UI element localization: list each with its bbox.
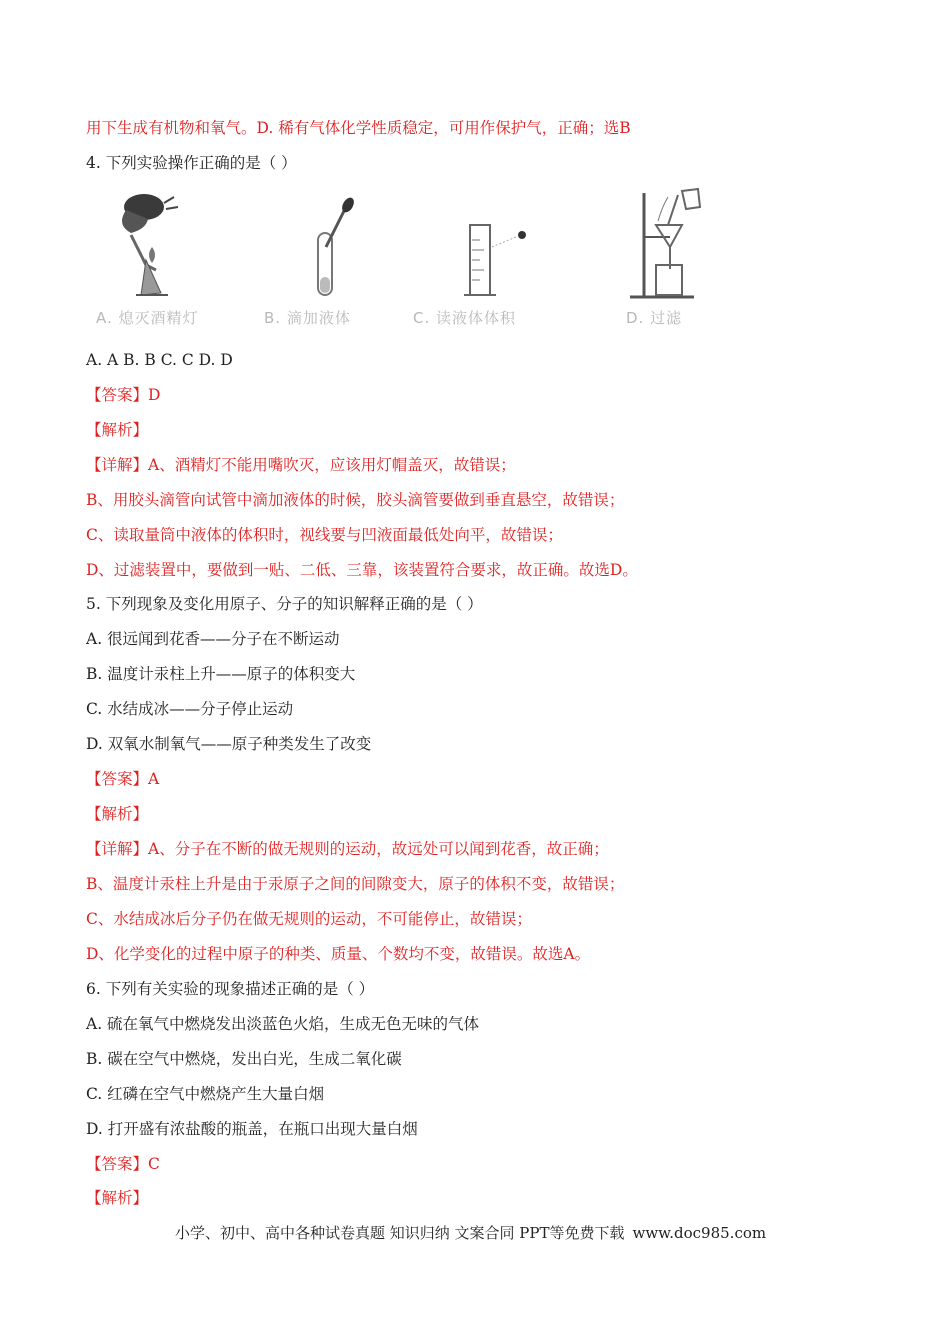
q5-option-c: C. 水结成冰——分子停止运动 xyxy=(86,700,294,718)
q5-option-a: A. 很远闻到花香——分子在不断运动 xyxy=(86,630,340,648)
q4-figure-row xyxy=(86,185,726,335)
footer-text: 小学、初中、高中各种试卷真题 知识归纳 文案合同 PPT等免费下载 xyxy=(175,1224,625,1242)
q4-detail-a: 【详解】A、酒精灯不能用嘴吹灭，应该用灯帽盖灭，故错误； xyxy=(86,456,516,474)
graduated-cylinder-image xyxy=(408,185,558,305)
q6-option-c: C. 红磷在空气中燃烧产生大量白烟 xyxy=(86,1085,325,1103)
filtration-setup-image xyxy=(586,185,736,305)
figure-b-caption: B. 滴加液体 xyxy=(264,309,351,327)
figure-d-caption: D. 过滤 xyxy=(626,309,683,327)
figure-d xyxy=(586,185,736,335)
q5-analysis-label: 【解析】 xyxy=(86,805,149,823)
q6-option-b: B. 碳在空气中燃烧，发出白光，生成二氧化碳 xyxy=(86,1050,402,1068)
q4-detail-d: D、过滤装置中，要做到一贴、二低、三靠，该装置符合要求，故正确。故选D。 xyxy=(86,561,638,579)
figure-b xyxy=(256,185,406,335)
q6-option-a: A. 硫在氧气中燃烧发出淡蓝色火焰，生成无色无味的气体 xyxy=(86,1015,480,1033)
figure-c xyxy=(408,185,558,335)
intro-line: 用下生成有机物和氧气。D. 稀有气体化学性质稳定，可用作保护气，正确；选B xyxy=(86,119,631,137)
footer-site-link[interactable]: www.doc985.com xyxy=(632,1224,767,1242)
page-footer xyxy=(175,1222,766,1243)
q6-option-d: D. 打开盛有浓盐酸的瓶盖，在瓶口出现大量白烟 xyxy=(86,1120,418,1138)
q4-detail-c: C、读取量筒中液体的体积时，视线要与凹液面最低处向平，故错误； xyxy=(86,526,563,544)
q5-option-b: B. 温度计汞柱上升——原子的体积变大 xyxy=(86,665,356,683)
q5-detail-c: C、水结成冰后分子仍在做无规则的运动，不可能停止，故错误； xyxy=(86,910,532,928)
q6-answer: 【答案】C xyxy=(86,1155,160,1173)
figure-c-caption: C. 读液体体积 xyxy=(413,309,517,327)
q4-detail-b: B、用胶头滴管向试管中滴加液体的时候，胶头滴管要做到垂直悬空，故错误； xyxy=(86,491,625,509)
q5-option-d: D. 双氧水制氧气——原子种类发生了改变 xyxy=(86,735,372,753)
question-5: 5. 下列现象及变化用原子、分子的知识解释正确的是（ ） xyxy=(86,595,483,613)
q5-detail-d: D、化学变化的过程中原子的种类、质量、个数均不变，故错误。故选A。 xyxy=(86,945,591,963)
q4-answer: 【答案】D xyxy=(86,386,161,404)
q6-analysis-label: 【解析】 xyxy=(86,1189,149,1207)
q4-options: A. A B. B C. C D. D xyxy=(86,351,233,369)
q5-detail-a: 【详解】A、分子在不断的做无规则的运动，故远处可以闻到花香，故正确； xyxy=(86,840,609,858)
question-6: 6. 下列有关实验的现象描述正确的是（ ） xyxy=(86,980,375,998)
figure-a xyxy=(86,185,236,335)
q5-answer: 【答案】A xyxy=(86,770,160,788)
q5-detail-b: B、温度计汞柱上升是由于汞原子之间的间隙变大，原子的体积不变，故错误； xyxy=(86,875,625,893)
q4-analysis-label: 【解析】 xyxy=(86,421,149,439)
question-4: 4. 下列实验操作正确的是（ ） xyxy=(86,154,297,172)
alcohol-lamp-blowing-image xyxy=(86,185,236,305)
dropper-test-tube-image xyxy=(256,185,406,305)
figure-a-caption: A. 熄灭酒精灯 xyxy=(96,309,199,327)
